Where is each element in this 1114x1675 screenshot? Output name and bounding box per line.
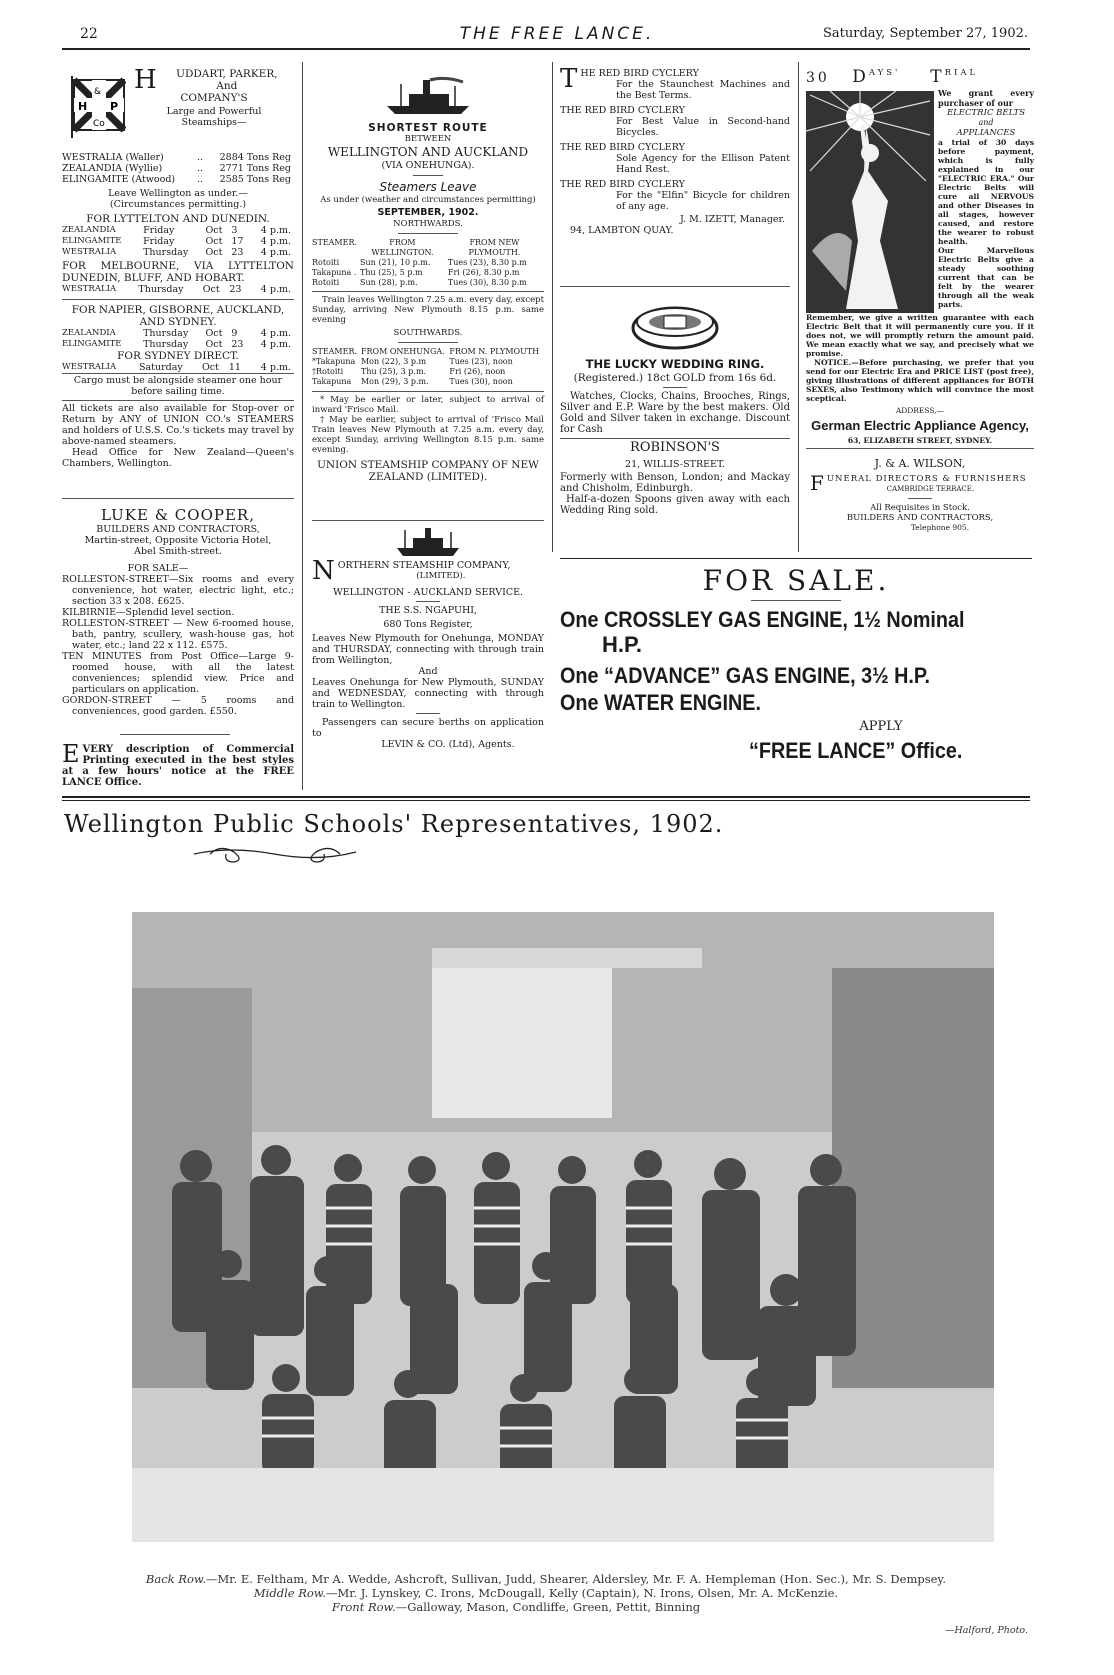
day: Saturday (138, 362, 183, 373)
logo-letter: Co (93, 119, 105, 129)
apply-label: APPLY (859, 719, 903, 734)
ship-row (62, 163, 294, 174)
union-steamship-ad (312, 68, 544, 483)
logo-letter: & (94, 87, 102, 97)
caption-back-row (62, 1572, 1030, 1586)
for-sale-ad (560, 564, 1032, 763)
wilson-phone: Telephone 905. (910, 523, 970, 532)
cyclery-line: For the Staunchest Machines and the Best Terms. (616, 79, 790, 101)
cell: Rotoiti (312, 278, 340, 287)
row-names: —Mr. J. Lynskey, C. Irons, McDougall, Kelly (Captain), N. Irons, Olsen, Mr. A. McKenzie. (325, 1586, 839, 1600)
date: 17 (231, 236, 244, 247)
cyclery-name: THE RED BIRD CYCLERY (560, 142, 685, 153)
wilson-funeral-ad (806, 456, 1034, 533)
electric-belt-ad (806, 68, 1034, 446)
month: Oct (205, 225, 223, 236)
divider (560, 558, 1032, 559)
for-sale-label: FOR SALE— (127, 563, 189, 574)
guarantee-paragraph: Remember, we give a written guarantee with each Electric Belt that it will permanently cure you. If it does not, we will promptly return the amount paid. We mean exactly what we say, and precisely what we promise. (806, 313, 1034, 358)
for-sale-title: FOR SALE. (702, 564, 890, 597)
agency-name: German Electric Appliance Agency, (811, 418, 1029, 433)
northwards-table (312, 238, 544, 288)
cyclery-line: For the "Elfin" Bicycle for children of any age. (616, 190, 790, 212)
printing-text: VERY description of Commercial Printing executed in the best styles at a few hours' notice at the FREE LANCE Office. (62, 744, 294, 788)
firm-address: Martin-street, Opposite Victoria Hotel, (84, 535, 272, 546)
cyclery-line: For Best Value in Second-hand Bicycles. (616, 116, 790, 138)
photo-credit: —Halford, Photo. (944, 1625, 1028, 1636)
sailing-table (62, 328, 294, 350)
we-grant: We grant every purchaser of our (938, 88, 1034, 108)
time: 4 p.m. (260, 284, 291, 295)
service-line: WELLINGTON - AUCKLAND SERVICE. (332, 587, 524, 598)
drop-cap: D (852, 67, 869, 87)
sailing-table (62, 362, 294, 373)
ship-tons: 2884 Tons Reg (219, 152, 291, 163)
leave-line: Leave Wellington as under.— (108, 188, 248, 199)
and-line: And (418, 666, 438, 677)
section-rule (62, 800, 1030, 801)
logo-letter: H (78, 100, 88, 113)
col-header: FROM NEW PLYMOUTH. (468, 238, 521, 257)
shipping-flag-logo (68, 76, 126, 138)
address: 94, LAMBTON QUAY. (570, 225, 674, 236)
wilson-name: J. & A. WILSON, (874, 457, 966, 470)
section-rule (62, 796, 1030, 798)
divider (416, 713, 440, 714)
divider (751, 600, 841, 601)
trial-paragraph: Our Marvellous Electric Belts give a steady soothing current that can be felt by the wearer through all the weak parts. (938, 246, 1034, 309)
office-line: “FREE LANCE” Office. (749, 738, 963, 763)
cell: Thu (25), 5 p.m (360, 268, 423, 277)
sailing-row (62, 225, 294, 236)
month-line: SEPTEMBER, 1902. (377, 207, 479, 218)
table-row (312, 377, 544, 387)
divider (120, 734, 230, 735)
cell: †Rotoiti (312, 367, 344, 376)
spoons-offer: Half-a-dozen Spoons given away with each Wedding Ring sold. (560, 494, 790, 516)
drop-cap: H (134, 65, 157, 95)
appliances: APPLIANCES (956, 128, 1016, 138)
cyclery-name: THE RED BIRD CYCLERY (560, 105, 685, 116)
time: 4 p.m. (260, 339, 291, 350)
circumstances-line: (Circumstances permitting.) (109, 199, 247, 210)
table-row (312, 357, 544, 367)
day: Thursday (143, 339, 189, 350)
wedding-ring-illustration (630, 298, 720, 352)
divider (908, 498, 932, 499)
day: Thursday (138, 284, 184, 295)
divider (398, 233, 458, 234)
red-bird-cyclery-ad (560, 64, 790, 236)
head-office: Head Office for New Zealand—Queen's Chambers, Wellington. (62, 447, 294, 469)
divider (312, 520, 544, 521)
divider (413, 175, 443, 176)
cell: Fri (26), 8.30 p.m (447, 268, 520, 277)
drop-cap: N (312, 556, 335, 586)
sailing-row (62, 339, 294, 350)
cell: Sun (28), p.m. (360, 278, 418, 287)
route-title: FOR SYDNEY DIRECT. (117, 350, 239, 362)
table-row (312, 268, 544, 278)
steamship-icon (393, 526, 463, 558)
time: 4 p.m. (260, 247, 291, 258)
ring-title: THE LUCKY WEDDING RING. (585, 357, 765, 371)
ship-dots: .. (196, 152, 204, 163)
ship-dots: .. (196, 174, 204, 185)
firm-trade: BUILDERS AND CONTRACTORS, (96, 524, 260, 535)
listing: ROLLESTON-STREET—Six rooms and every convenience, hot water, electric light, etc.; section 33 x 208. £625. (62, 574, 294, 607)
divider (560, 286, 790, 287)
cell: Tues (30), 8.30 p.m (447, 278, 527, 287)
sailing-table (62, 225, 294, 258)
col-header: FROM ONEHUNGA. (360, 347, 445, 356)
formerly: Formerly with Benson, London; and Mackay and Chisholm, Edinburgh. (560, 472, 790, 494)
time: 4 p.m. (260, 225, 291, 236)
col-header: FROM N. PLYMOUTH (449, 347, 540, 356)
team-photograph (132, 908, 994, 1564)
cell: Tues (23), noon (449, 357, 513, 366)
ship-dots: .. (196, 163, 204, 174)
firm-name: LUKE & COOPER, (100, 506, 255, 524)
listing: GORDON-STREET — 5 rooms and conveniences, good garden. £550. (62, 695, 294, 717)
route-title: FOR NAPIER, GISBORNE, AUCKLAND, AND SYDNEY. (71, 304, 285, 328)
caption-middle-row (62, 1586, 1030, 1600)
ship: ELINGAMITE (62, 339, 122, 349)
cell: Mon (22), 3 p.m (360, 357, 427, 366)
robinsons: ROBINSON'S (560, 438, 790, 457)
row-names: —Galloway, Mason, Condliffe, Green, Pettit, Binning (395, 1600, 701, 1614)
listing: ROLLESTON-STREET — New 6-roomed house, bath, pantry, scullery, wash-house gas, hot water, etc.; land 22 x 112. £575. (62, 618, 294, 651)
time: 4 p.m. (260, 236, 291, 247)
time: 4 p.m. (260, 362, 291, 373)
ship-name: THE S.S. NGAPUHI, (378, 605, 478, 616)
ship: WESTRALIA (62, 362, 117, 372)
logo-letter: P (110, 100, 119, 113)
divider (416, 601, 440, 602)
month: Oct (205, 247, 223, 258)
divider (806, 448, 1034, 449)
month: Oct (205, 236, 223, 247)
ship-name: WESTRALIA (Waller) (62, 152, 164, 163)
as-under: As under (weather and circumstances permitting) (320, 195, 536, 205)
footnote: † May be earlier, subject to arrival of 'Frisco Mail Train leaves New Plymouth at 7.25 a.m. every day, except Sunday, arriving Wellington 8.15 p.m. same evening. (312, 415, 544, 455)
month: Oct (202, 362, 219, 373)
ship-row (62, 152, 294, 163)
ship-tons: 2771 Tons Reg (219, 163, 291, 174)
and-line: and (978, 118, 994, 127)
route-title: FOR LYTTELTON AND DUNEDIN. (86, 213, 270, 225)
ship: WESTRALIA (62, 247, 117, 257)
cell: Tues (30), noon (449, 377, 513, 386)
row-label: Back Row. (145, 1572, 207, 1586)
drop-cap: F (810, 471, 824, 495)
trial-heading (806, 68, 1034, 87)
month: Oct (205, 339, 223, 350)
cyclery-name: THE RED BIRD CYCLERY (560, 179, 685, 190)
agency-address: 63, ELIZABETH STREET, SYDNEY. (847, 436, 993, 445)
table-row (312, 258, 544, 268)
southwards-table (312, 347, 544, 387)
electric-figure-illustration (806, 91, 934, 313)
cyclery-line: Sole Agency for the Ellison Patent Hand Rest. (616, 153, 790, 175)
thirty: 30 (806, 70, 830, 86)
company-line: COMPANY'S (180, 92, 248, 104)
time: 4 p.m. (260, 328, 291, 339)
table-row (312, 367, 544, 377)
row-label: Front Row. (331, 1600, 396, 1614)
table-row (312, 278, 544, 288)
ring-body: Watches, Clocks, Chains, Brooches, Rings, Silver and E.P. Ware by the best makers. Old Gold and Silver taken in exchange. Discount for Cash (560, 391, 790, 435)
agents-line: LEVIN & CO. (Ltd), Agents. (381, 739, 515, 750)
notice-paragraph: NOTICE.—Before purchasing, we prefer that you send for our Electric Era and PRICE LIST (post free), giving illustrations of different appliances for BOTH SEXES, also Testimony which will convince the most sceptical. (806, 358, 1034, 403)
printing-ad (62, 740, 294, 788)
tickets-note: All tickets are also available for Stop-over or Return by ANY of UNION CO.'s STEAMERS and holders of U.S.S. Co.'s tickets may travel by above-named steamers. (62, 400, 294, 447)
wilson-trade: UNERAL DIRECTORS & FURNISHERS (826, 474, 1027, 484)
ship: WESTRALIA (62, 284, 117, 294)
engine-line: H.P. (602, 632, 642, 657)
caption-front-row (62, 1600, 1030, 1614)
row-label: Middle Row. (253, 1586, 326, 1600)
masthead-title: THE FREE LANCE. (459, 24, 655, 44)
ad-heading: SHORTEST ROUTE (368, 122, 488, 134)
cell: Tues (23), 8.30 p.m (447, 258, 527, 267)
cell: *Takapuna (312, 357, 356, 366)
page-number: 22 (80, 26, 98, 42)
day: Thursday (143, 328, 189, 339)
trial-word: RIAL (944, 68, 979, 78)
ship-tons: 2585 Tons Reg (219, 174, 291, 185)
date: 23 (229, 284, 242, 295)
steamers-leave: Steamers Leave (379, 180, 477, 194)
ship-tons: 680 Tons Register, (383, 619, 473, 630)
electric-belts: ELECTRIC BELTS (946, 108, 1026, 118)
issue-date: Saturday, September 27, 1902. (823, 26, 1028, 41)
ship-name: ELINGAMITE (Atwood) (62, 174, 176, 185)
column-rule (302, 62, 303, 790)
date: 23 (231, 339, 244, 350)
engine-line: One “ADVANCE” GAS ENGINE, 3½ H.P. (560, 663, 931, 688)
date: 11 (228, 362, 241, 373)
sailing-info: Leaves Onehunga for New Plymouth, SUNDAY and WEDNESDAY, connecting with through train to Wellington. (312, 677, 544, 710)
engine-line: One CROSSLEY GAS ENGINE, 1½ Nominal (560, 607, 965, 632)
listing: TEN MINUTES from Post Office—Large 9-roomed house, with all the latest conveniences; splendid view. Price and particulars on application. (62, 651, 294, 695)
company-name: ORTHERN STEAMSHIP COMPANY, (337, 560, 511, 571)
passengers-line: Passengers can secure berths on application to (312, 717, 544, 739)
wedding-ring-ad (560, 296, 790, 516)
date: 23 (231, 247, 244, 258)
cell: Sun (21), 10 p.m. (360, 258, 431, 267)
tagline: Steamships— (181, 117, 247, 128)
engine-line: One WATER ENGINE. (560, 690, 761, 715)
wilson-builders: BUILDERS AND CONTRACTORS, (846, 513, 994, 523)
sailing-row (62, 362, 294, 373)
cargo-note: Cargo must be alongside steamer one hour before sailing time. (62, 373, 294, 397)
manager: J. M. IZETT, Manager. (680, 214, 786, 225)
day: Friday (143, 236, 175, 247)
wilson-address: CAMBRIDGE TERRACE. (886, 485, 975, 493)
header-rule (62, 48, 1030, 50)
sailing-row (62, 284, 294, 295)
day: Thursday (143, 247, 189, 258)
address-label: ADDRESS,— (895, 406, 945, 415)
union-company: UNION STEAMSHIP COMPANY OF NEW ZEALAND (LIMITED). (317, 459, 539, 483)
ship-row (62, 174, 294, 185)
via-line: (VIA ONEHUNGA). (381, 160, 475, 171)
days-word: AYS' (868, 68, 901, 78)
divider (398, 342, 458, 343)
ship-list (62, 152, 294, 185)
col-header: STEAMER. (312, 347, 358, 356)
cell: Fri (26), noon (449, 367, 506, 376)
northwards-label: NORTHWARDS. (393, 219, 463, 229)
cell: Mon (29), 3 p.m. (360, 377, 429, 386)
sailing-row (62, 236, 294, 247)
southwards-label: SOUTHWARDS. (393, 328, 463, 338)
cyclery-name: HE RED BIRD CYCLERY (580, 68, 699, 79)
northern-steamship-ad (312, 526, 544, 750)
ship: ZEALANDIA (62, 225, 116, 235)
sailing-row (62, 328, 294, 339)
ship: ELINGAMITE (62, 236, 122, 246)
wilson-stock: All Requisites in Stock. (870, 503, 970, 513)
luke-cooper-ad (62, 506, 294, 717)
col-header: STEAMER. (312, 238, 358, 247)
divider (62, 498, 294, 499)
cell: Takapuna (312, 377, 352, 386)
drop-cap: E (62, 740, 80, 768)
drop-cap: T (930, 67, 945, 87)
robinsons-address: 21, WILLIS-STREET. (625, 459, 725, 470)
trial-paragraph: a trial of 30 days before payment, which is fully explained in our "ELECTRIC ERA." Our Electric Belts will cure all NERVOUS and other Diseases in all stages, however caused, and restore the wearer to robust health. (938, 138, 1034, 246)
divider (663, 387, 687, 388)
sailing-row (62, 247, 294, 258)
divider (62, 299, 294, 300)
date: 3 (231, 225, 238, 236)
photo-title: Wellington Public Schools' Representatives, 1902. (64, 810, 724, 838)
col-header: FROM WELLINGTON. (371, 238, 434, 257)
route-title: FOR MELBOURNE, VIA LYTTELTON DUNEDIN, BLUFF, AND HOBART. (62, 260, 294, 284)
cell: Takapuna . (312, 268, 357, 277)
between-line: BETWEEN (404, 134, 452, 144)
huddart-parker-ad (62, 65, 294, 469)
cell: Rotoiti (312, 258, 340, 267)
sailing-table (62, 284, 294, 295)
route-line: WELLINGTON AND AUCKLAND (327, 145, 529, 159)
and-line: And (216, 80, 238, 92)
ornament-flourish (190, 842, 360, 866)
row-names: —Mr. E. Feltham, Mr A. Wedde, Ashcroft, Sullivan, Judd, Shearer, Aldersley, Mr. F. A. Hempleman (Hon. Sec.), Mr. S. Dempsey. (206, 1572, 947, 1586)
company-name: UDDART, PARKER, (176, 68, 278, 80)
cell: Thu (25), 3 p.m. (360, 367, 427, 376)
day: Friday (143, 225, 175, 236)
tagline: Large and Powerful (166, 106, 262, 117)
ship: ZEALANDIA (62, 328, 116, 338)
limited-line: (LIMITED). (416, 571, 466, 581)
drop-cap: T (560, 64, 578, 94)
ship-name: ZEALANDIA (Wyllie) (62, 163, 163, 174)
firm-address: Abel Smith-street. (134, 546, 222, 557)
month: Oct (205, 328, 223, 339)
ring-price: (Registered.) 18ct GOLD from 16s 6d. (573, 372, 777, 384)
column-rule (552, 62, 553, 552)
table-header (312, 238, 544, 258)
steamship-icon (383, 74, 473, 116)
sailing-info: Leaves New Plymouth for Onehunga, MONDAY and THURSDAY, connecting with through train from Wellington, (312, 633, 544, 666)
train-note: Train leaves Wellington 7.25 a.m. every day, except Sunday, arriving New Plymouth 8.15 p.m. same evening (312, 291, 544, 325)
footnote: * May be earlier or later, subject to arrival of inward 'Frisco Mail. (312, 391, 544, 415)
column-rule (798, 62, 799, 552)
month: Oct (202, 284, 220, 295)
date: 9 (231, 328, 238, 339)
table-header (312, 347, 544, 357)
listing: KILBIRNIE—Splendid level section. (62, 607, 235, 618)
